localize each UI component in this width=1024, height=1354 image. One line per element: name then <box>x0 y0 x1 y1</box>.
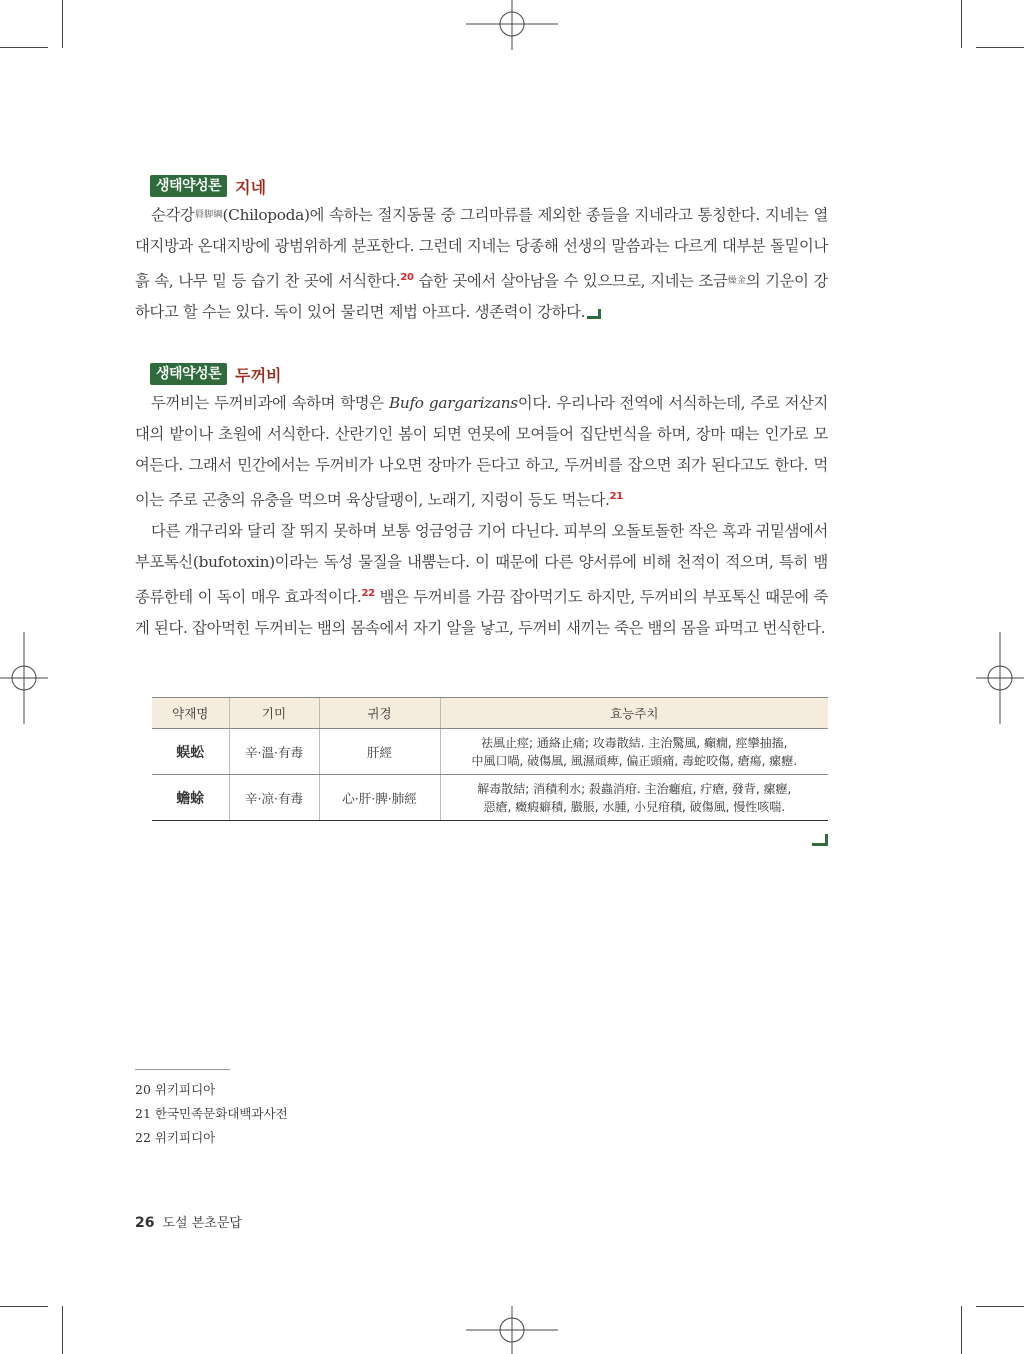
crop-mark <box>961 1306 962 1354</box>
text: 이다. 우리나라 전역에 서식하는데, 주로 저산지대의 밭이나 초원에 서식한다. 산란기인 봄이 되면 연못에 모여들어 집단번식을 하며, 장마 때는 인가로 모여든다. 그래서 민간에서는 두꺼비가 나오면 장마가 든다고 하고, 두꺼비를 잡으면 죄가 된다고도 한다. 먹이는 주로 곤충의 유충을 먹으며 육상달팽이, 노래기, 지렁이 등도 먹는다. <box>135 394 829 510</box>
footnote-ref[interactable]: 22 <box>361 588 375 600</box>
footnote-item: 20 위키피디아 <box>135 1082 216 1097</box>
section-title: 지네 <box>235 177 267 197</box>
footnote-item: 22 위키피디아 <box>135 1130 216 1145</box>
registration-mark <box>466 1306 558 1354</box>
table-header-row <box>152 698 828 729</box>
column-header: 약재명 <box>152 698 229 729</box>
herb-name: 蜈蚣 <box>152 729 229 775</box>
text: 의 기운이 강하다고 할 수는 있다. 독이 있어 물리면 제법 아프다. 생존력이 강하다. <box>135 272 829 322</box>
footnote-ref[interactable]: 21 <box>609 491 623 502</box>
text: 습한 곳에서 살아남을 수 있으므로, 지네는 조금 <box>413 272 728 291</box>
effect-line: 解毒散結; 消積利水; 殺蟲消疳. 主治癰疽, 疔瘡, 發背, 瘰癧, <box>477 781 792 796</box>
page-footer <box>135 1212 242 1231</box>
herb-table <box>152 697 828 821</box>
end-mark-icon <box>812 834 828 846</box>
section-badge: 생태약성론 <box>150 175 227 197</box>
effect-line: 祛風止痙; 通絡止痛; 攻毒散結. 主治驚風, 癲癇, 痙攣抽搐, <box>481 735 788 750</box>
footnote-ref[interactable]: 20 <box>400 272 414 283</box>
crop-mark <box>976 1306 1024 1307</box>
registration-mark <box>0 632 48 724</box>
effect-line: 惡瘡, 癥瘕癖積, 臌脹, 水腫, 小兒疳積, 破傷風, 慢性咳喘. <box>483 799 786 814</box>
section-heading-centipede <box>150 174 266 198</box>
paragraph-centipede <box>135 200 828 328</box>
crop-mark <box>62 1306 63 1354</box>
crop-mark <box>0 47 48 48</box>
footnote-divider <box>135 1069 230 1070</box>
hanja-gloss: 燥金 <box>727 276 746 287</box>
crop-mark <box>976 47 1024 48</box>
section-heading-toad <box>150 362 282 386</box>
herb-effect <box>440 729 828 775</box>
footnotes <box>135 1078 288 1150</box>
text: 두꺼비는 두꺼비과에 속하며 학명은 <box>151 394 389 412</box>
table-row <box>152 775 828 821</box>
herb-effect <box>440 775 828 821</box>
table-row <box>152 729 828 775</box>
end-mark-icon <box>587 309 601 319</box>
column-header: 귀경 <box>319 698 440 729</box>
crop-mark <box>961 0 962 48</box>
registration-mark <box>976 632 1024 724</box>
latin-name: Bufo gargarizans <box>388 394 518 412</box>
crop-mark <box>62 0 63 48</box>
herb-qiwei: 辛·凉·有毒 <box>229 775 319 821</box>
herb-name: 蟾蜍 <box>152 775 229 821</box>
page-number: 26 <box>135 1215 155 1231</box>
text: 순각강 <box>151 206 195 224</box>
text: (Chilopoda)에 속하는 절지동물 중 그리마류를 제외한 종들을 지네라고 통칭한다. 지네는 열대지방과 온대지방에 광범위하게 분포한다. 그런데 지네는 당종해 선생의 말씀과는 다르게 대부분 돌밑이나 흙 속, 나무 밑 등 습기 찬 곳에 서식한다. <box>135 206 828 291</box>
effect-line: 中風口喎, 破傷風, 風濕頑痺, 偏正頭痛, 毒蛇咬傷, 瘡瘍, 瘰癧. <box>471 753 798 768</box>
herb-meridian: 心·肝·脾·肺經 <box>319 775 440 821</box>
registration-mark <box>466 0 558 52</box>
herb-meridian: 肝經 <box>319 729 440 775</box>
text: 뱀은 두꺼비를 가끔 잡아먹기도 하지만, 두꺼비의 부포톡신 때문에 죽게 된다. 잡아먹힌 두꺼비는 뱀의 몸속에서 자기 알을 낳고, 두꺼비 새끼는 죽은 뱀의 몸을 파먹고 번식한다. <box>135 588 828 638</box>
column-header: 기미 <box>229 698 319 729</box>
section-title: 두꺼비 <box>235 365 282 385</box>
hanja-gloss: 脣脚綱 <box>194 210 223 220</box>
footnote-item: 21 한국민족문화대백과사전 <box>135 1106 288 1121</box>
paragraph-toad <box>135 388 828 644</box>
herb-qiwei: 辛·溫·有毒 <box>229 729 319 775</box>
crop-mark <box>0 1306 48 1307</box>
column-header: 효능주치 <box>440 698 828 729</box>
section-badge: 생태약성론 <box>150 363 227 385</box>
text: 다른 개구리와 달리 잘 뛰지 못하며 보통 엉금엉금 기어 다닌다. 피부의 오돌토돌한 작은 혹과 귀밑샘에서 부포톡신(bufotoxin)이라는 독성 물질을 내뿜는다. 이 때문에 다른 양서류에 비해 천적이 적으며, 특히 뱀 종류한테 이 독이 매우 효과적이다. <box>135 522 828 607</box>
book-title: 도설 본초문답 <box>162 1216 242 1231</box>
